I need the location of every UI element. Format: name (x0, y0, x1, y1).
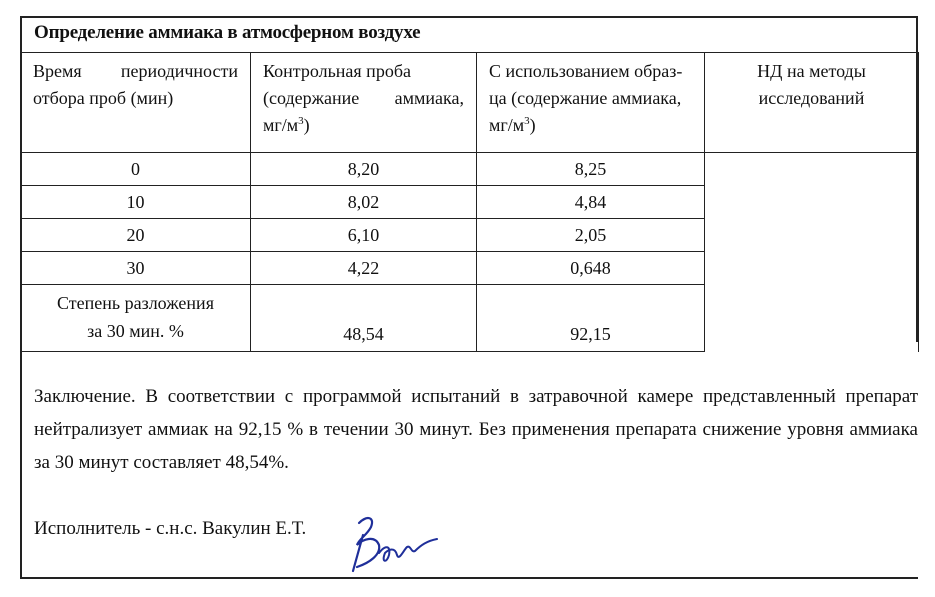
header-control-unit: $мг/м^3$) (263, 115, 310, 135)
top-border (20, 16, 918, 18)
cell-time: 30 (21, 252, 251, 285)
cell-control: 8,02 (251, 186, 477, 219)
bottom-border (20, 577, 918, 579)
cell-sample: 4,84 (477, 186, 705, 219)
header-control-line1: Контрольная проба (263, 61, 411, 81)
header-time-word1: Время (33, 61, 82, 81)
executor-line: Исполнитель - с.н.с. Вакулин Е.Т. (34, 518, 307, 539)
header-control (251, 53, 477, 153)
signature-image (345, 505, 445, 575)
summary-control: 48,54 (251, 285, 477, 352)
header-control-word1: (содержание (263, 88, 360, 108)
header-time-word2: периодичности (120, 61, 238, 81)
header-sample-line1: С использованием образ- (489, 61, 683, 81)
summary-label-line1: Степень разложения (57, 293, 214, 313)
header-control-word2: аммиака, (394, 88, 464, 108)
cell-nd (705, 153, 919, 352)
cell-sample: 2,05 (477, 219, 705, 252)
table-header-row (21, 53, 919, 153)
summary-sample: 92,15 (477, 285, 705, 352)
header-nd-line2: исследований (758, 88, 865, 108)
header-sample (477, 53, 705, 153)
cell-sample: 8,25 (477, 153, 705, 186)
header-sample-line2: ца (содержание аммиака, (489, 88, 682, 108)
header-nd (705, 53, 919, 153)
table-row (21, 153, 919, 186)
document-title: Определение аммиака в атмосферном воздухе (34, 22, 421, 43)
results-table (20, 52, 919, 352)
cell-sample: 0,648 (477, 252, 705, 285)
header-sample-unit: $мг/м^3$) (489, 115, 536, 135)
summary-label (21, 285, 251, 352)
cell-time: 10 (21, 186, 251, 219)
cell-control: 4,22 (251, 252, 477, 285)
cell-control: 8,20 (251, 153, 477, 186)
cell-time: 0 (21, 153, 251, 186)
header-nd-line1: НД на методы (757, 61, 866, 81)
header-time-line2: отбора проб (мин) (33, 88, 174, 108)
cell-time: 20 (21, 219, 251, 252)
header-time (21, 53, 251, 153)
conclusion-text: Заключение. В соответствии с программой испытаний в затравочной камере представленный препарат нейтрализует аммиак на 92,15 % в течении 30 минут. Без применения препарата снижение уровня аммиака за 30 минут составляет 48,54%. (34, 386, 918, 473)
summary-label-line2: за 30 мин. % (87, 321, 184, 341)
cell-control: 6,10 (251, 219, 477, 252)
